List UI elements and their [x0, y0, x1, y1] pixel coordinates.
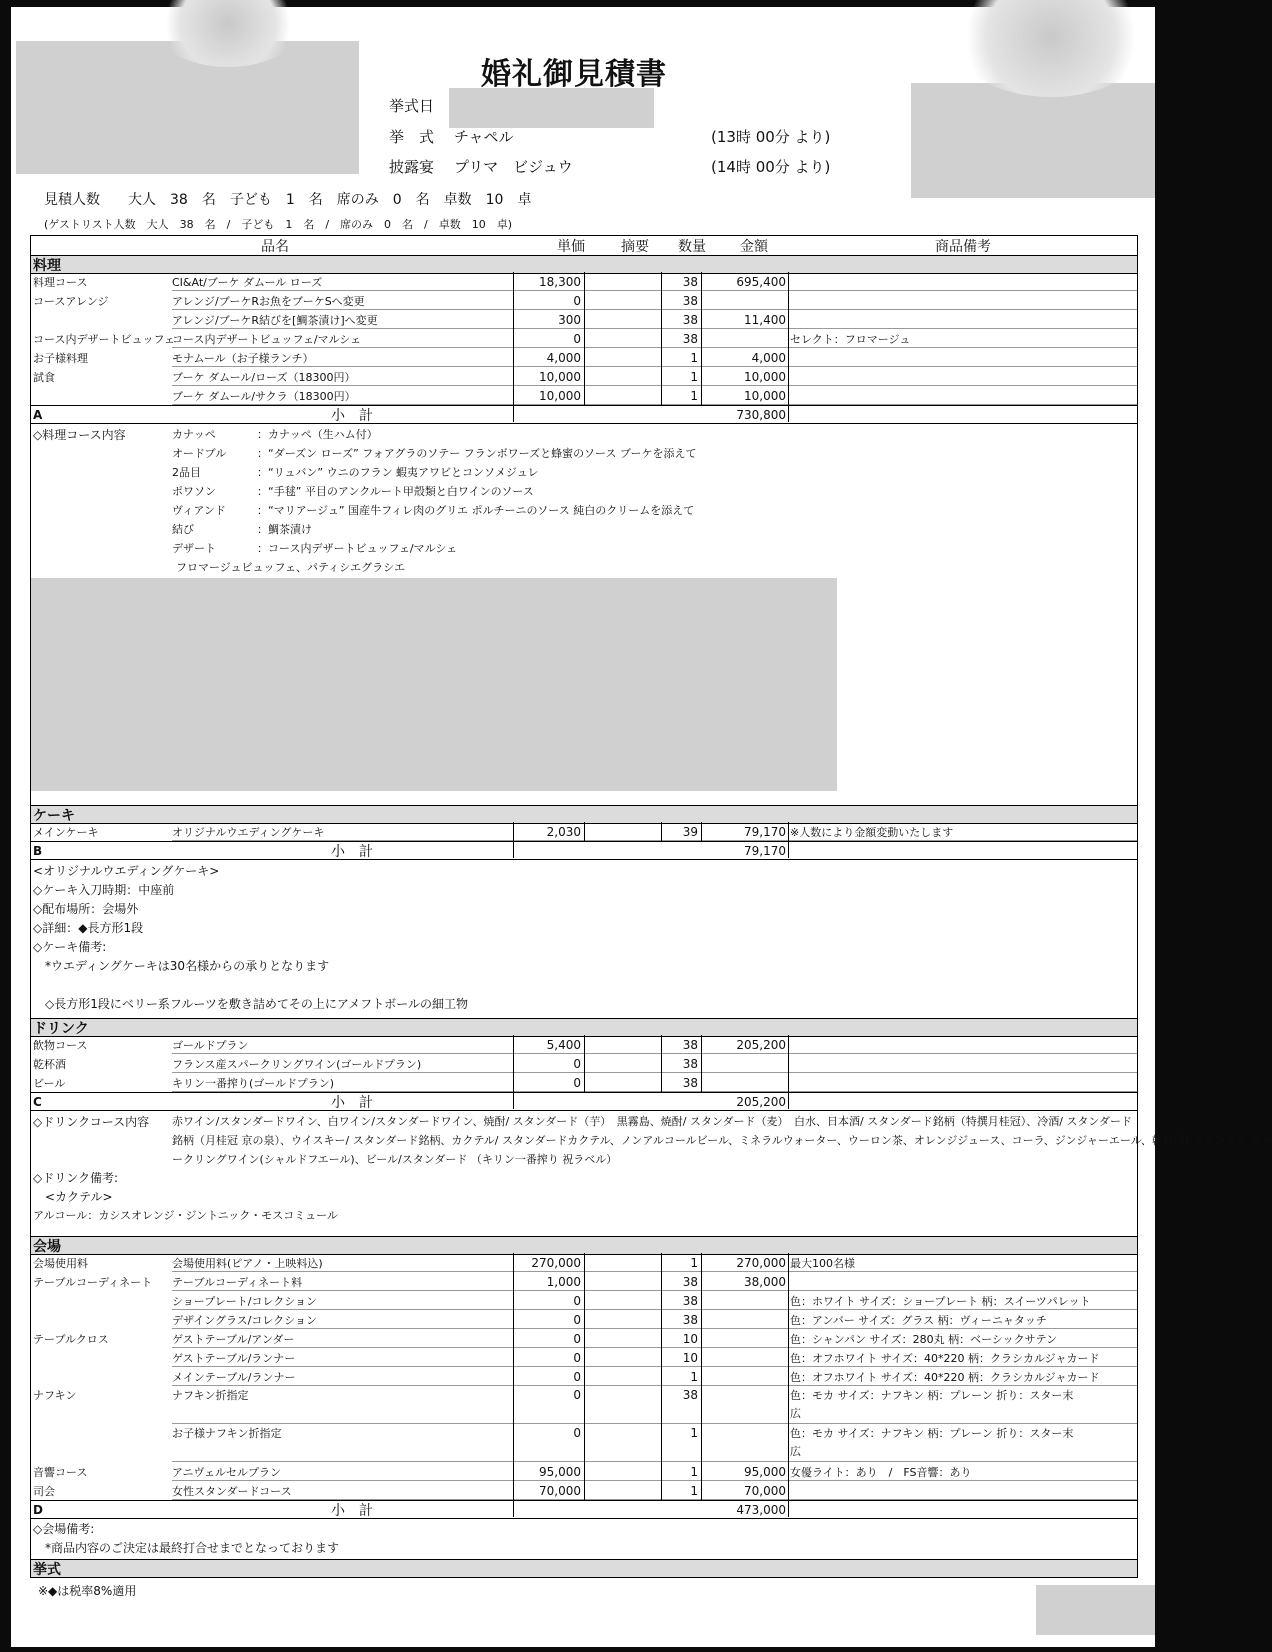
subtotal-amount: 205,200 — [736, 1094, 786, 1109]
grid-vline — [513, 1035, 514, 1092]
venue-note-line: ◇会場備考: — [33, 1522, 95, 1536]
row-note: 色：オフホワイト サイズ：40*220 柄：クラシカルジャカード — [790, 1351, 1100, 1365]
grid-vline — [788, 272, 789, 405]
cake-note-line: <オリジナルウエディングケーキ> — [33, 864, 220, 878]
row-unit-price: 5,400 — [546, 1037, 581, 1052]
cake-note-line: ◇ケーキ備考: — [33, 940, 107, 954]
reception-venue: プリマ ビジュウ — [454, 158, 573, 176]
course-line-value: ：“マリアージュ” 国産牛フィレ肉のグリエ ポルチーニのソース 純白のクリームを添えて — [257, 504, 695, 517]
row-quantity: 1 — [690, 1426, 698, 1440]
course-line-value: ：“手毬” 平目のアンクルート甲殻類と白ワインのソース — [257, 485, 534, 498]
row-item: ゲストテーブル/ランナー — [172, 1351, 296, 1365]
grid-vline — [788, 1035, 789, 1092]
row-category: 音響コース — [33, 1465, 88, 1479]
subtotal-letter: D — [33, 1502, 43, 1517]
row-unit-price: 0 — [573, 1388, 581, 1402]
row-item: フランス産スパークリングワイン(ゴールドプラン) — [172, 1057, 422, 1071]
row-quantity: 38 — [682, 274, 698, 289]
subtotal-row-venue — [31, 1500, 1137, 1519]
estimate-table — [30, 235, 1272, 1578]
grid-vline — [661, 272, 662, 405]
row-note: 色：オフホワイト サイズ：40*220 柄：クラシカルジャカード — [790, 1370, 1100, 1384]
estimate-sheet — [11, 7, 1272, 1647]
cake-note-line: ◇ケーキ入刀時期：中座前 — [33, 883, 175, 897]
row-unit-price: 10,000 — [539, 388, 581, 403]
row-note: 女優ライト：あり / FS音響：あり — [790, 1465, 972, 1479]
row-quantity: 38 — [682, 293, 698, 308]
reception-label: 披露宴 — [389, 158, 435, 176]
row-quantity: 39 — [682, 824, 698, 839]
estimate-counts: 見積人数 大人 38 名 子ども 1 名 席のみ 0 名 卓数 10 卓 — [44, 192, 532, 208]
row-amount — [701, 329, 786, 348]
grid-vline — [788, 841, 789, 858]
cake-note-line: ◇詳細：◆長方形1段 — [33, 921, 144, 935]
redacted-ceremony-date — [449, 88, 654, 128]
row-unit-price: 0 — [573, 1369, 581, 1384]
row-note: 色：アンバー サイズ：グラス 柄：ヴィーニャタッチ — [790, 1313, 1047, 1327]
grid-vline — [513, 1500, 514, 1517]
grid-vline — [788, 405, 789, 422]
ceremony-time: (13時 00分 より) — [711, 128, 831, 146]
row-amount: 38,000 — [744, 1274, 786, 1289]
row-quantity: 1 — [690, 350, 698, 365]
course-line-key: ヴィアンド — [172, 504, 226, 517]
drink-course-label: ◇ドリンクコース内容 — [33, 1115, 150, 1129]
course-line-value: フロマージュビュッフェ、パティシエグラシエ — [176, 561, 406, 574]
row-amount: 270,000 — [736, 1255, 786, 1270]
row-amount — [701, 1348, 786, 1367]
header-product-notes: 商品備考 — [935, 238, 991, 255]
drink-course-line: 赤ワイン/スタンダードワイン、白ワイン/スタンダードワイン、焼酎/ スタンダード（芋） 黒霧島、焼酎/ スタンダード（麦） 白水、日本酒/ スタンダード銘柄（特撰月桂冠）、冷酒/ スタンダード — [172, 1115, 1132, 1128]
grid-vline — [788, 1092, 789, 1109]
course-line-key: 結び — [172, 523, 194, 536]
tax-note: ※◆は税率8%適用 — [38, 1584, 137, 1598]
row-note: 色：モカ サイズ：ナフキン 柄：プレーン 折り：スター末 — [790, 1389, 1074, 1402]
row-item: ショープレート/コレクション — [172, 1294, 318, 1308]
row-amount: 205,200 — [736, 1037, 786, 1052]
cake-note-line: ◇長方形1段にベリー系フルーツを敷き詰めてその上にアメフトボールの細工物 — [33, 997, 468, 1011]
row-quantity: 1 — [690, 369, 698, 384]
row-amount — [701, 1329, 786, 1348]
row-amount: 79,170 — [744, 824, 786, 839]
cake-note-line: *ウエディングケーキは30名様からの承りとなります — [33, 959, 330, 973]
row-item: アレンジ/ブーケR結びを[鯛茶漬け]へ変更 — [172, 313, 378, 327]
header-amount: 金額 — [740, 238, 768, 255]
grid-vline — [584, 272, 585, 405]
grid-vline — [513, 1253, 514, 1500]
row-note: 色：モカ サイズ：ナフキン 柄：プレーン 折り：スター末 — [790, 1427, 1074, 1440]
table-header-row — [31, 236, 1137, 255]
row-note: ※人数により金額変動いたします — [790, 825, 954, 839]
row-item: ナフキン折指定 — [172, 1389, 249, 1402]
row-category: コース内デザートビュッフェ — [33, 332, 175, 346]
subtotal-row-drink — [31, 1092, 1137, 1111]
grid-vline — [584, 1253, 585, 1500]
row-item: コース内デザートビュッフェ/マルシェ — [172, 332, 362, 346]
redacted-footer-right — [1036, 1585, 1155, 1635]
row-amount — [701, 1424, 786, 1442]
row-note-continued: 広 — [790, 1445, 801, 1458]
grid-vline — [788, 1253, 789, 1500]
row-amount: 95,000 — [744, 1464, 786, 1479]
row-category: メインケーキ — [33, 825, 99, 839]
grid-vline — [584, 822, 585, 841]
subtotal-letter: A — [33, 407, 43, 422]
row-item: オリジナルウエディングケーキ — [172, 825, 325, 839]
row-category: 試食 — [33, 370, 55, 384]
row-quantity: 1 — [690, 388, 698, 403]
row-note: 色：シャンパン サイズ：280丸 柄：ベーシックサテン — [790, 1332, 1058, 1346]
row-unit-price: 2,030 — [546, 824, 581, 839]
course-line-value: ：“ダーズン ローズ” フォアグラのソテー フランボワーズと蜂蜜のソース ブーケを添えて — [257, 447, 697, 460]
row-unit-price: 0 — [573, 1426, 581, 1440]
row-amount: 11,400 — [744, 312, 786, 327]
row-item: ブーケ ダムール/サクラ（18300円） — [172, 389, 356, 403]
row-note: 色：ホワイト サイズ：ショープレート 柄：スイーツパレット — [790, 1294, 1091, 1308]
row-unit-price: 0 — [573, 1056, 581, 1071]
row-item: CI&At/ブーケ ダムール ローズ — [172, 275, 323, 289]
row-category: ナフキン — [33, 1389, 77, 1402]
section-title: 会場 — [33, 1238, 61, 1255]
header-quantity: 数量 — [678, 238, 706, 255]
row-quantity: 38 — [682, 1075, 698, 1090]
grid-vline — [701, 1035, 702, 1092]
drink-course-line: ークリングワイン(シャルドフエール)、ビール/スタンダード （キリン一番搾り 祝ラベル） — [172, 1153, 618, 1166]
grid-vline — [701, 272, 702, 405]
row-unit-price: 300 — [558, 312, 581, 327]
row-category: コースアレンジ — [33, 294, 109, 308]
grid-vline — [513, 405, 514, 422]
grid-vline — [661, 1253, 662, 1500]
course-line-value: ：鯛茶漬け — [257, 523, 312, 536]
drink-course-line: 銘柄（月桂冠 京の泉）、ウイスキー/ スタンダード銘柄、カクテル/ スタンダードカクテル、ノンアルコールビール、ミネラルウォーター、ウーロン茶、オレンジジュース、コーラ、ジンジャーエール、乾杯酒/ フランス産 スパ — [172, 1134, 1272, 1147]
grid-vline — [661, 822, 662, 841]
row-category: 会場使用料 — [33, 1256, 88, 1270]
row-quantity: 38 — [682, 1293, 698, 1308]
row-unit-price: 0 — [573, 1075, 581, 1090]
food-course-label: ◇料理コース内容 — [33, 428, 126, 442]
row-quantity: 1 — [690, 1369, 698, 1384]
row-category: 司会 — [33, 1484, 55, 1498]
row-amount: 4,000 — [751, 350, 786, 365]
subtotal-label: 小 計 — [331, 1094, 373, 1111]
course-line-value: ：“リュバン” ウニのフラン 蝦夷アワビとコンソメジュレ — [257, 466, 539, 479]
row-note: 最大100名様 — [790, 1256, 855, 1270]
row-amount — [701, 1367, 786, 1386]
row-quantity: 38 — [682, 1274, 698, 1289]
row-unit-price: 10,000 — [539, 369, 581, 384]
course-line-value: ：カナッペ（生ハム付） — [257, 428, 378, 441]
row-item: ブーケ ダムール/ローズ（18300円） — [172, 370, 356, 384]
row-unit-price: 1,000 — [546, 1274, 581, 1289]
row-item: デザイングラス/コレクション — [172, 1313, 317, 1327]
row-category: 飲物コース — [33, 1038, 88, 1052]
subtotal-row-cake — [31, 841, 1137, 860]
row-item: モナムール（お子様ランチ） — [172, 351, 314, 365]
row-quantity: 38 — [682, 1056, 698, 1071]
row-item: 女性スタンダードコース — [172, 1484, 292, 1498]
row-item: テーブルコーディネート料 — [172, 1275, 303, 1289]
course-line-key: オードブル — [172, 447, 227, 460]
row-quantity: 1 — [690, 1255, 698, 1270]
section-title: 挙式 — [33, 1561, 61, 1578]
row-unit-price: 0 — [573, 1312, 581, 1327]
course-line-key: カナッペ — [172, 428, 216, 441]
grid-vline — [513, 822, 514, 841]
row-item: メインテーブル/ランナー — [172, 1370, 296, 1384]
grid-vline — [513, 841, 514, 858]
row-unit-price: 4,000 — [546, 350, 581, 365]
ceremony-label: 挙 式 — [389, 128, 435, 146]
grid-vline — [584, 1035, 585, 1092]
subtotal-label: 小 計 — [331, 843, 373, 860]
subtotal-amount: 730,800 — [736, 407, 786, 422]
redacted-header-right — [911, 83, 1155, 198]
row-item: アニヴェルセルプラン — [172, 1465, 282, 1479]
row-amount — [701, 291, 786, 310]
grid-vline — [701, 822, 702, 841]
row-category: 料理コース — [33, 275, 88, 289]
row-unit-price: 70,000 — [539, 1483, 581, 1498]
row-category: ビール — [33, 1076, 66, 1090]
course-line-key: デザート — [172, 542, 216, 555]
cake-note-line: ◇配布場所：会場外 — [33, 902, 139, 916]
header-item-name: 品名 — [261, 238, 289, 255]
row-quantity: 10 — [682, 1331, 698, 1346]
row-quantity: 10 — [682, 1350, 698, 1365]
ceremony-venue: チャペル — [454, 128, 514, 146]
venue-note-line: *商品内容のご決定は最終打合せまでとなっております — [33, 1541, 340, 1555]
row-quantity: 38 — [682, 1037, 698, 1052]
drink-note-line: アルコール：カシスオレンジ・ジントニック・モスコミュール — [33, 1209, 338, 1222]
grid-vline — [788, 822, 789, 841]
grid-vline — [513, 272, 514, 405]
row-item: ゴールドプラン — [172, 1038, 249, 1052]
row-unit-price: 0 — [573, 1350, 581, 1365]
course-line-value: ：コース内デザートビュッフェ/マルシェ — [257, 542, 458, 555]
subtotal-letter: C — [33, 1094, 42, 1109]
redacted-header-left — [16, 41, 359, 174]
course-line-key: 2品目 — [172, 466, 201, 479]
row-category: テーブルコーディネート — [33, 1275, 153, 1289]
subtotal-amount: 473,000 — [736, 1502, 786, 1517]
course-line-key: ポワソン — [172, 485, 216, 498]
row-amount — [701, 1054, 786, 1073]
subtotal-letter: B — [33, 843, 43, 858]
row-unit-price: 0 — [573, 331, 581, 346]
row-category: お子様料理 — [33, 351, 88, 365]
page-title: 婚礼御見積書 — [481, 57, 667, 92]
grid-vline — [788, 1500, 789, 1517]
row-unit-price: 270,000 — [531, 1255, 581, 1270]
row-amount — [701, 1310, 786, 1329]
row-amount: 70,000 — [744, 1483, 786, 1498]
row-unit-price: 0 — [573, 1293, 581, 1308]
row-quantity: 1 — [690, 1464, 698, 1479]
section-header-ceremony — [31, 1559, 1137, 1578]
row-unit-price: 0 — [573, 1331, 581, 1346]
redacted-food-notes — [31, 578, 837, 791]
row-quantity: 38 — [682, 1388, 698, 1402]
row-amount: 10,000 — [744, 369, 786, 384]
header-summary: 摘要 — [621, 238, 649, 255]
subtotal-label: 小 計 — [331, 407, 373, 424]
row-amount — [701, 1386, 786, 1404]
subtotal-amount: 79,170 — [744, 843, 786, 858]
row-quantity: 38 — [682, 1312, 698, 1327]
row-amount — [701, 1073, 786, 1092]
row-item: ゲストテーブル/アンダー — [172, 1332, 295, 1346]
row-unit-price: 0 — [573, 293, 581, 308]
row-unit-price: 18,300 — [539, 274, 581, 289]
row-quantity: 1 — [690, 1483, 698, 1498]
section-title: ドリンク — [33, 1020, 89, 1037]
row-item: アレンジ/ブーケRお魚をブーケSへ変更 — [172, 294, 365, 308]
section-title: ケーキ — [33, 807, 75, 824]
drink-note-line: <カクテル> — [33, 1190, 113, 1204]
row-category: テーブルクロス — [33, 1332, 109, 1346]
row-quantity: 38 — [682, 312, 698, 327]
subtotal-row-food — [31, 405, 1137, 424]
row-item: キリン一番搾り(ゴールドプラン) — [172, 1076, 335, 1090]
header-unit-price: 単価 — [557, 238, 585, 255]
row-amount: 10,000 — [744, 388, 786, 403]
row-item: 会場使用料(ピアノ・上映料込) — [172, 1256, 323, 1270]
drink-note-line: ◇ドリンク備考: — [33, 1171, 119, 1185]
row-amount: 695,400 — [736, 274, 786, 289]
guest-list-counts: (ゲストリスト人数 大人 38 名 / 子ども 1 名 / 席のみ 0 名 / 卓数 10 卓) — [44, 218, 513, 231]
row-item: お子様ナフキン折指定 — [172, 1427, 282, 1440]
subtotal-label: 小 計 — [331, 1502, 373, 1519]
row-unit-price: 95,000 — [539, 1464, 581, 1479]
grid-vline — [661, 1035, 662, 1092]
row-quantity: 38 — [682, 331, 698, 346]
row-amount — [701, 1291, 786, 1310]
row-category: 乾杯酒 — [33, 1057, 66, 1071]
row-note: セレクト：フロマージュ — [790, 332, 911, 346]
reception-time: (14時 00分 より) — [711, 158, 831, 176]
grid-vline — [513, 1092, 514, 1109]
row-note-continued: 広 — [790, 1407, 801, 1420]
ceremony-date-label: 挙式日 — [389, 97, 435, 115]
section-title: 料理 — [33, 257, 61, 274]
grid-vline — [701, 1253, 702, 1500]
